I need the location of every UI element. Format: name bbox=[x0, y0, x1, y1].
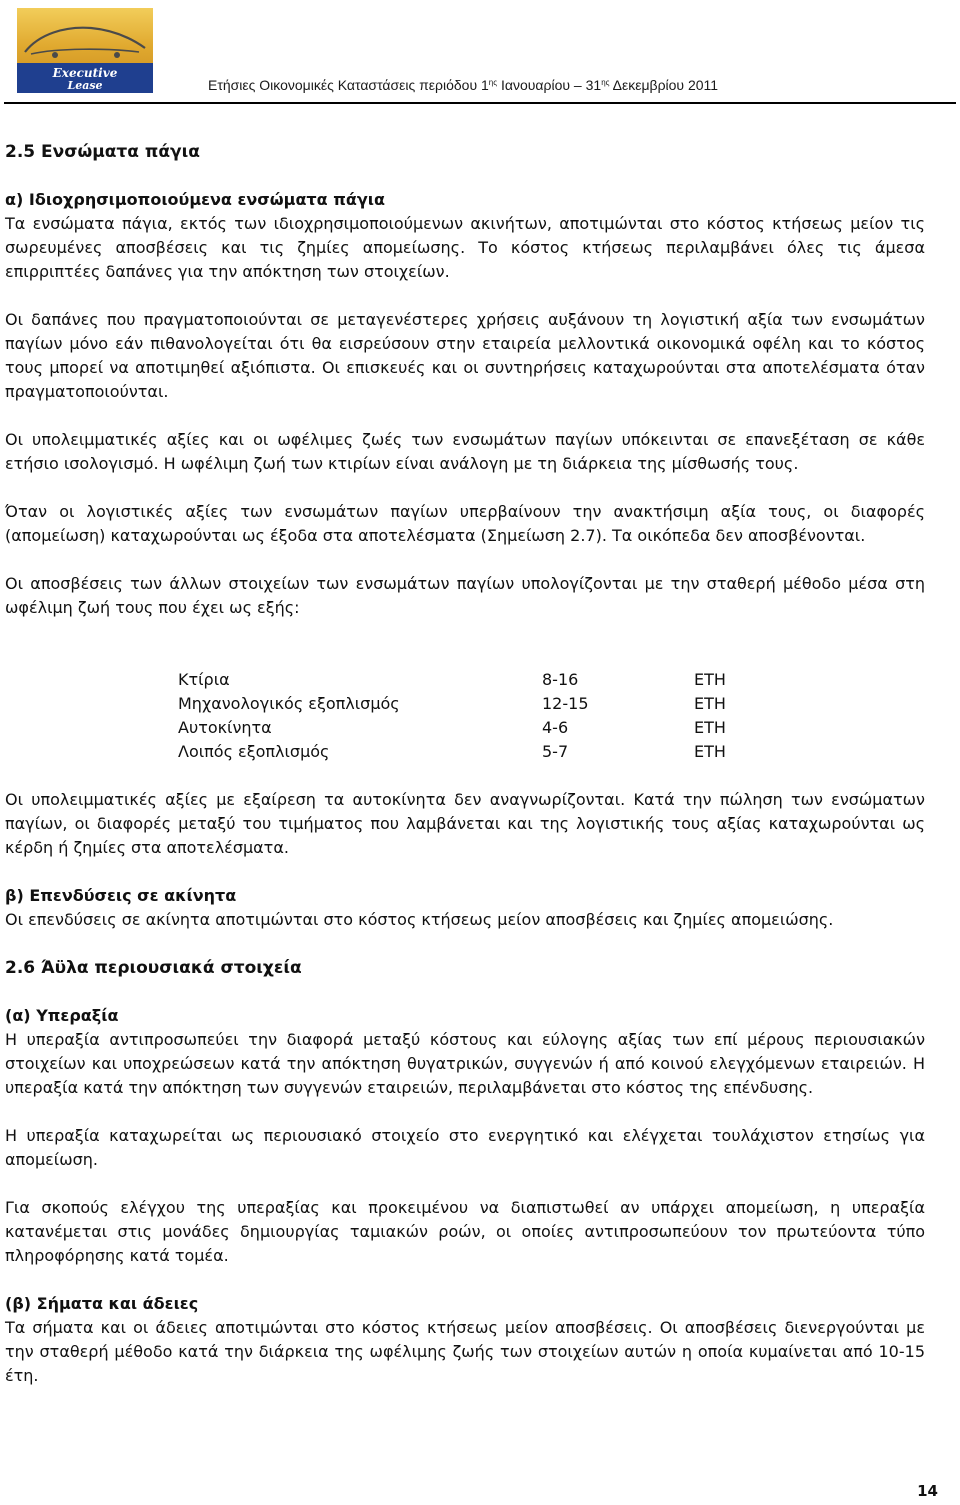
asset-name: Λοιπός εξοπλισμός bbox=[178, 742, 330, 761]
asset-years: 8-16 bbox=[542, 670, 579, 689]
subheading-investment-property: β) Επενδύσεις σε ακίνητα bbox=[5, 886, 237, 905]
table-row bbox=[178, 740, 726, 764]
paragraph: Τα ενσώματα πάγια, εκτός των ιδιοχρησιμοποιούμενων ακινήτων, αποτιμώνται στο κόστος κτήσεως μείον τις σωρευμένες αποσβέσεις και τις ζημίες απομείωσης. Το κόστος κτήσεως περιλαμβάνει όλες τις άμεσα επιρριπτέες δαπάνες για την απόκτηση των στοιχείων. bbox=[5, 214, 925, 281]
header-divider bbox=[4, 102, 956, 104]
asset-years: 12-15 bbox=[542, 694, 589, 713]
paragraph: Για σκοπούς ελέγχου της υπεραξίας και προκειμένου να διαπιστωθεί αν υπάρχει απομείωση, η υπεραξία κατανέμεται στις μονάδες δημιουργίας ταμιακών ροών, οι οποίες αντιπροσωπεύουν τον πρωτεύοντα τύπο πληροφόρησης κατά τομέα. bbox=[5, 1198, 925, 1265]
asset-years: 5-7 bbox=[542, 742, 569, 761]
table-row bbox=[178, 668, 726, 692]
paragraph: Τα σήματα και οι άδειες αποτιμώνται στο κόστος κτήσεως μείον αποσβέσεις. Οι αποσβέσεις διενεργούνται με την σταθερή μέθοδο κατά την διάρκεια της ωφέλιμης ζωής των στοιχείων αυτών η οποία κυμαίνεται από 10-15 έτη. bbox=[5, 1318, 925, 1385]
asset-unit: ΕΤΗ bbox=[694, 694, 726, 713]
table-row bbox=[178, 692, 726, 716]
paragraph: Οι δαπάνες που πραγματοποιούνται σε μεταγενέστερες χρήσεις αυξάνουν τη λογιστική αξία των ενσωμάτων παγίων μόνο εάν πιθανολογείται ότι θα εισρεύσουν στην εταιρεία μελλοντικά οικονομικά οφέλη και το κόστος τους μπορεί να αποτιμηθεί αξιόπιστα. Οι επισκευές και οι συντηρήσεις καταχωρούνται στα αποτελέσματα όταν πραγματοποιούνται. bbox=[5, 310, 925, 401]
subheading-own-use-assets: α) Ιδιοχρησιμοποιούμενα ενσώματα πάγια bbox=[5, 190, 385, 209]
subheading-trademarks-licenses: (β) Σήματα και άδειες bbox=[5, 1294, 199, 1313]
section-heading-2-5: 2.5 Ενσώματα πάγια bbox=[5, 142, 200, 162]
asset-name: Μηχανολογικός εξοπλισμός bbox=[178, 694, 400, 713]
section-heading-2-6: 2.6 Άϋλα περιουσιακά στοιχεία bbox=[5, 958, 302, 978]
paragraph: Οι υπολειμματικές αξίες και οι ωφέλιμες ζωές των ενσωμάτων παγίων υπόκεινται σε επανεξέταση σε κάθε ετήσιο ισολογισμό. Η ωφέλιμη ζωή των κτιρίων είναι ανάλογη με τη διάρκεια της μίσθωσής τους. bbox=[5, 430, 925, 473]
paragraph: Όταν οι λογιστικές αξίες των ενσωμάτων παγίων υπερβαίνουν την ανακτήσιμη αξία τους, οι διαφορές (απομείωση) καταχωρούνται ως έξοδα στα αποτελέσματα (Σημείωση 2.7). Τα οικόπεδα δεν αποσβένονται. bbox=[5, 502, 925, 545]
logo-text-line2: Lease bbox=[67, 79, 103, 92]
asset-years: 4-6 bbox=[542, 718, 569, 737]
asset-unit: ΕΤΗ bbox=[694, 670, 726, 689]
logo-text-line1: Executive bbox=[52, 66, 118, 80]
paragraph: Η υπεραξία αντιπροσωπεύει την διαφορά μεταξύ κόστους και εύλογης αξίας των επί μέρους περιουσιακών στοιχείων και υποχρεώσεων κατά την απόκτηση θυγατρικών, συγγενών ή από κοινού ελεγχόμενων εταιρειών. Η υπεραξία κατά την απόκτηση των συγγενών εταιρειών, περιλαμβάνεται στο κόστος της επένδυσης. bbox=[5, 1030, 925, 1097]
document-body bbox=[5, 140, 925, 620]
paragraph: Οι αποσβέσεις των άλλων στοιχείων των ενσωμάτων παγίων υπολογίζονται με την σταθερή μέθοδο μέσα στη ωφέλιμη ζωή τους που έχει ως εξής: bbox=[5, 574, 925, 617]
asset-unit: ΕΤΗ bbox=[694, 718, 726, 737]
asset-name: Κτίρια bbox=[178, 670, 230, 689]
company-logo bbox=[17, 8, 153, 93]
asset-name: Αυτοκίνητα bbox=[178, 718, 272, 737]
asset-unit: ΕΤΗ bbox=[694, 742, 726, 761]
document-body-continued bbox=[5, 788, 925, 1388]
page-number: 14 bbox=[917, 1482, 938, 1500]
table-row bbox=[178, 716, 726, 740]
document-header-title: Ετήσιες Οικονομικές Καταστάσεις περιόδου $1^{\eta\varsigma}$ Ιανουαρίου – $31^{\eta\varsigma}$ Δεκεμβρίου 2011 bbox=[208, 77, 719, 93]
paragraph: Οι υπολειμματικές αξίες με εξαίρεση τα αυτοκίνητα δεν αναγνωρίζονται. Κατά την πώληση των ενσώματων παγίων, οι διαφορές μεταξύ του τιμήματος που λαμβάνεται και της λογιστικής τους αξίας καταχωρούνται ως κέρδη ή ζημίες στα αποτελέσματα. bbox=[5, 790, 925, 857]
paragraph: Η υπεραξία καταχωρείται ως περιουσιακό στοιχείο στο ενεργητικό και ελέγχεται τουλάχιστον ετησίως για απομείωση. bbox=[5, 1126, 925, 1169]
subheading-goodwill: (α) Υπεραξία bbox=[5, 1006, 119, 1025]
paragraph: Οι επενδύσεις σε ακίνητα αποτιμώνται στο κόστος κτήσεως μείον αποσβέσεις και ζημίες απομειώσης. bbox=[5, 910, 834, 929]
useful-life-table bbox=[178, 668, 726, 764]
